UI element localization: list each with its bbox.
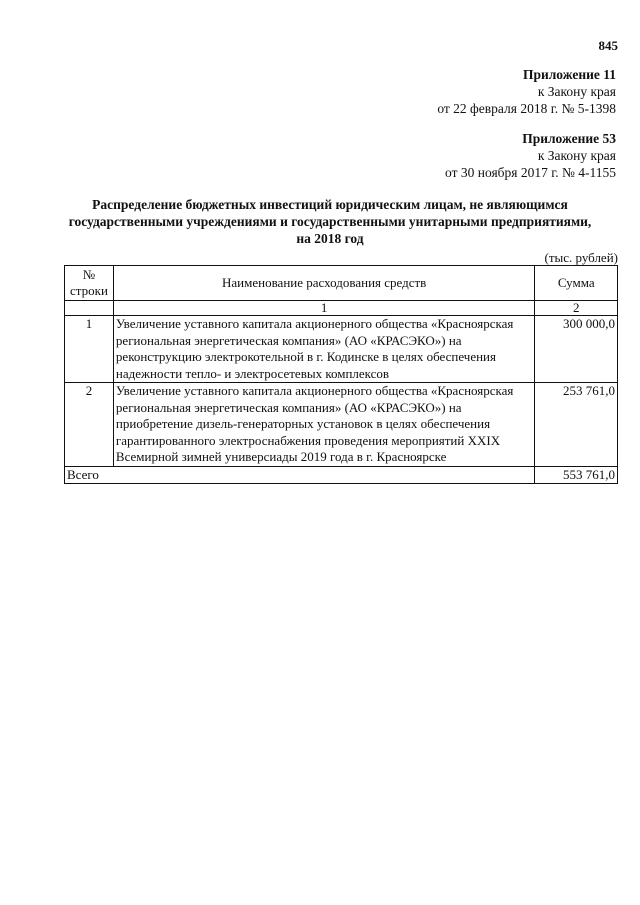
row-expense-name: Увеличение уставного капитала акционерного общества «Красноярская региональная энергетическая компания» (АО «КРАСЭКО») на приобретение дизель-генераторных установок в целях обеспечения гарантированного электроснабжения проведения мероприятий XXIX Всемирной зимней универсиады 2019 года в г. Красноярске <box>113 383 535 467</box>
table-row <box>65 383 618 467</box>
appendix-law-date: от 22 февраля 2018 г. № 5-1398 <box>437 101 616 116</box>
table-row <box>65 316 618 383</box>
table-header-row <box>65 266 618 301</box>
index-cell-empty <box>65 301 114 316</box>
title-line: государственными учреждениями и государственными унитарными предприятиями, <box>68 214 592 229</box>
total-row <box>65 466 618 484</box>
title-line: Распределение бюджетных инвестиций юридическим лицам, не являющимся <box>92 197 568 212</box>
appendix-law-date: от 30 ноября 2017 г. № 4-1155 <box>445 165 616 180</box>
appendix-header-current <box>437 66 616 117</box>
total-amount: 553 761,0 <box>535 466 618 484</box>
header-row-label: строки <box>70 283 108 298</box>
row-amount: 300 000,0 <box>535 316 618 383</box>
index-cell: 1 <box>113 301 535 316</box>
row-expense-name: Увеличение уставного капитала акционерного общества «Красноярская региональная энергетическая компания» (АО «КРАСЭКО») на реконструкцию электрокотельной в г. Кодинске в целях обеспечения надежности тепло- и электросетевых комплексов <box>113 316 535 383</box>
appendix-law-ref: к Закону края <box>537 148 616 163</box>
total-label: Всего <box>65 466 535 484</box>
header-amount: Сумма <box>535 266 618 301</box>
index-cell: 2 <box>535 301 618 316</box>
title-line: на 2018 год <box>296 231 364 246</box>
appendix-title: Приложение 53 <box>522 131 616 146</box>
page-number: 845 <box>598 38 618 53</box>
appendix-law-ref: к Закону края <box>537 84 616 99</box>
document-title <box>60 196 600 247</box>
row-amount: 253 761,0 <box>535 383 618 467</box>
units-label: (тыс. рублей) <box>544 250 618 265</box>
appendix-title: Приложение 11 <box>522 67 616 82</box>
appendix-header-original <box>445 130 616 181</box>
header-number-sign: № <box>82 266 96 282</box>
budget-table <box>64 265 618 484</box>
column-index-row <box>65 301 618 316</box>
row-number: 2 <box>65 383 114 467</box>
row-number: 1 <box>65 316 114 383</box>
header-row-number <box>65 266 114 301</box>
header-expense-name: Наименование расходования средств <box>113 266 535 301</box>
